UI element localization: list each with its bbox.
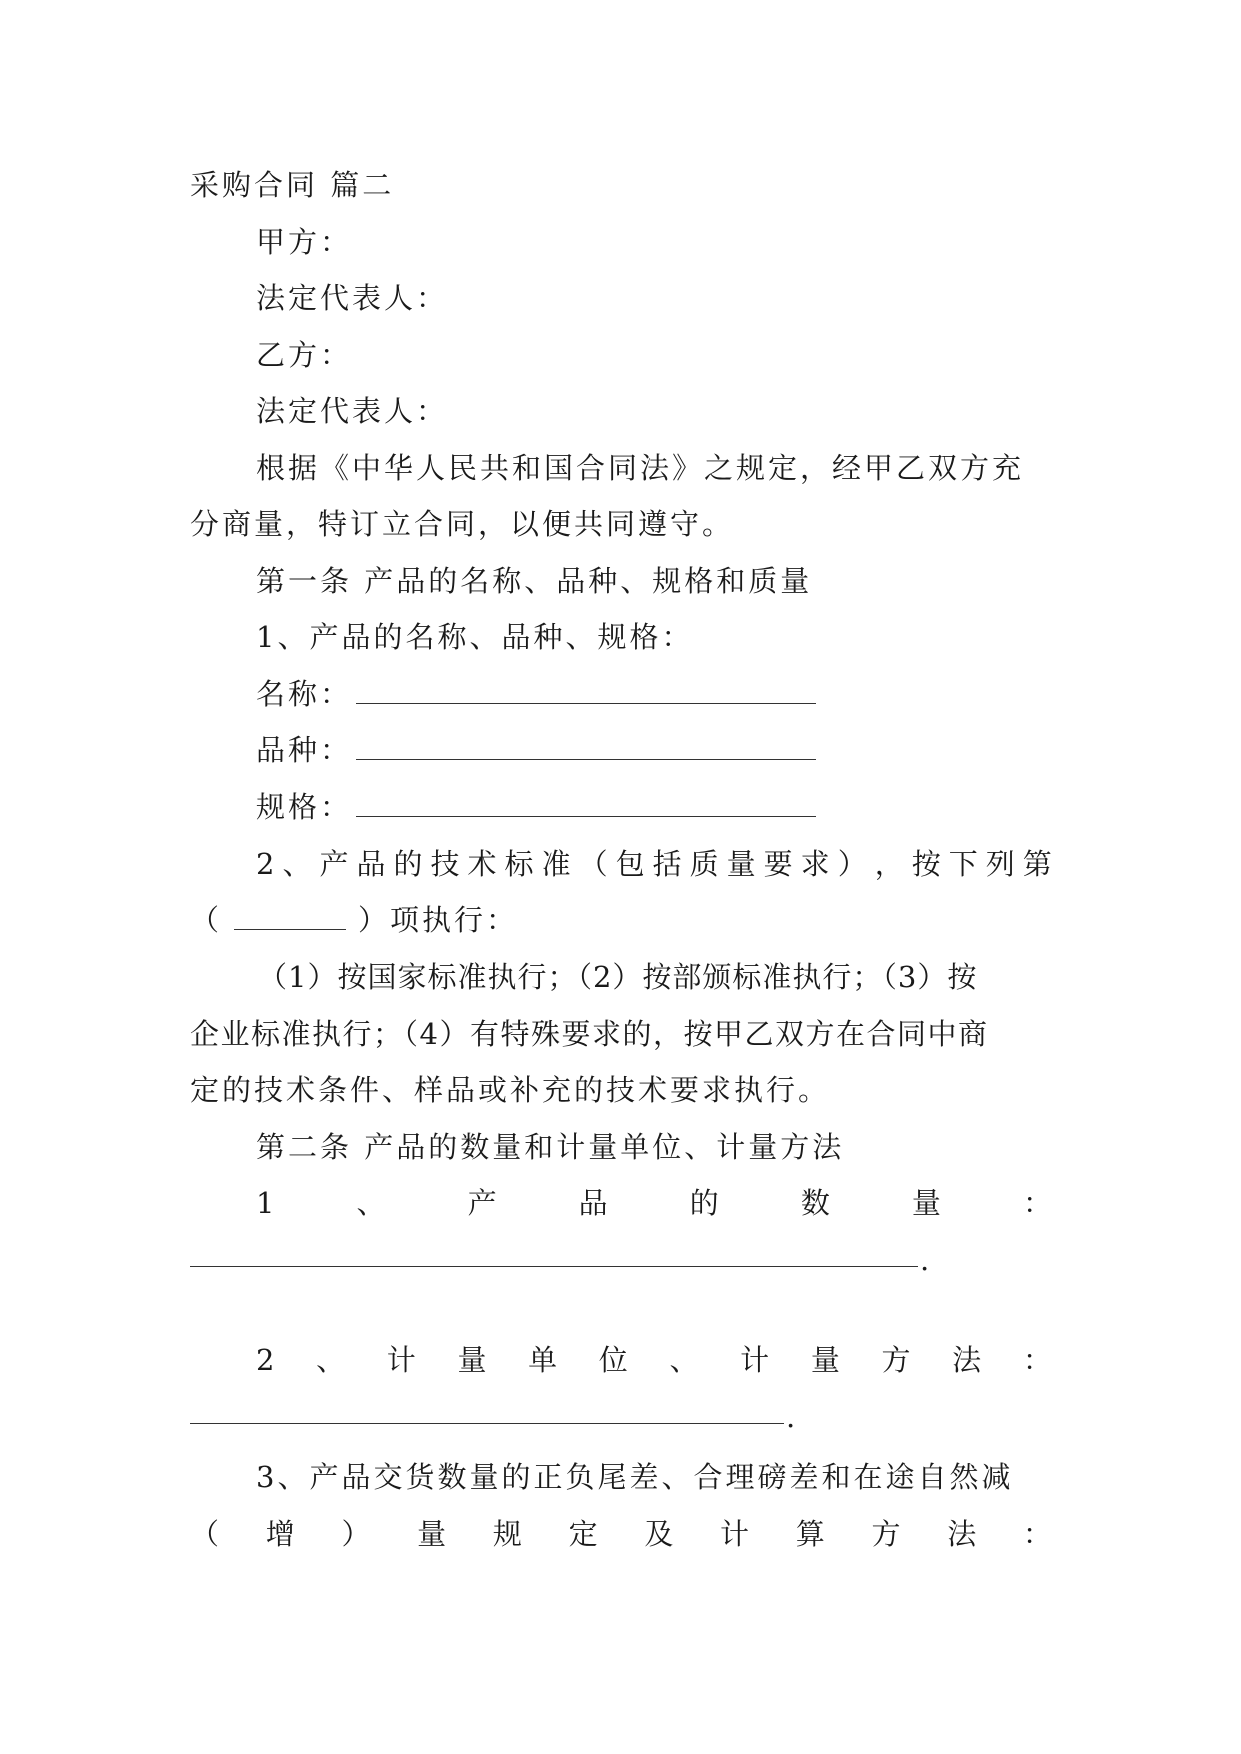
open-paren: （ xyxy=(190,903,223,937)
quantity-line-end: . xyxy=(920,1243,930,1277)
quantity-blank-line xyxy=(190,1266,918,1267)
spec-field-label: 规格： xyxy=(256,790,353,824)
document-title: 采购合同 篇二 xyxy=(190,168,395,202)
variety-field-label: 品种： xyxy=(256,733,353,767)
party-a-label: 甲方： xyxy=(256,225,353,259)
party-a-representative-label: 法定代表人： xyxy=(256,281,449,315)
party-b-representative-label: 法定代表人： xyxy=(256,394,449,428)
article-2-item-3-line-2: （ 增 ） 量 规 定 及 计 算 方 法 ： xyxy=(190,1517,1052,1551)
variety-field-blank xyxy=(356,733,816,760)
name-field-row xyxy=(256,674,1052,714)
spec-field-row xyxy=(256,787,1052,827)
article-1-heading: 第一条 产品的名称、品种、规格和质量 xyxy=(256,564,813,598)
article-1-item-1: 1、产品的名称、品种、规格： xyxy=(256,620,694,654)
article-2-heading: 第二条 产品的数量和计量单位、计量方法 xyxy=(256,1130,845,1164)
item-execute-text: ）项执行： xyxy=(358,903,519,937)
preamble-line-1: 根据《中华人民共和国合同法》之规定，经甲乙双方充 xyxy=(256,451,1025,485)
name-field-label: 名称： xyxy=(256,677,353,711)
spec-field-blank xyxy=(356,790,816,817)
article-2-item-1-line-1: 1 、 产 品 的 数 量 ： xyxy=(256,1186,1052,1220)
name-field-blank xyxy=(356,677,816,704)
article-2-item-3-line-1: 3、产品交货数量的正负尾差、合理磅差和在途自然减 xyxy=(256,1460,1014,1494)
article-1-item-2-line-2 xyxy=(190,900,1052,940)
measurement-line-end: . xyxy=(786,1400,796,1434)
standards-options-line-1: （1）按国家标准执行；（2）按部颁标准执行；（3）按 xyxy=(258,960,978,994)
party-b-label: 乙方： xyxy=(256,338,353,372)
article-2-item-2-line-1: 2 、 计 量 单 位 、 计 量 方 法 ： xyxy=(256,1343,1052,1377)
measurement-blank-line xyxy=(190,1423,784,1424)
variety-field-row xyxy=(256,730,1052,770)
item-selection-blank xyxy=(234,903,346,930)
standards-options-line-3: 定的技术条件、样品或补充的技术要求执行。 xyxy=(190,1073,831,1107)
standards-options-line-2: 企业标准执行；（4）有特殊要求的，按甲乙双方在合同中商 xyxy=(190,1017,989,1051)
article-1-item-2-line-1: 2 、 产 品 的 技 术 标 准 （ 包 括 质 量 要 求 ） ， 按 下 列 第 xyxy=(256,847,1052,881)
preamble-line-2: 分商量，特订立合同，以便共同遵守。 xyxy=(190,507,735,541)
